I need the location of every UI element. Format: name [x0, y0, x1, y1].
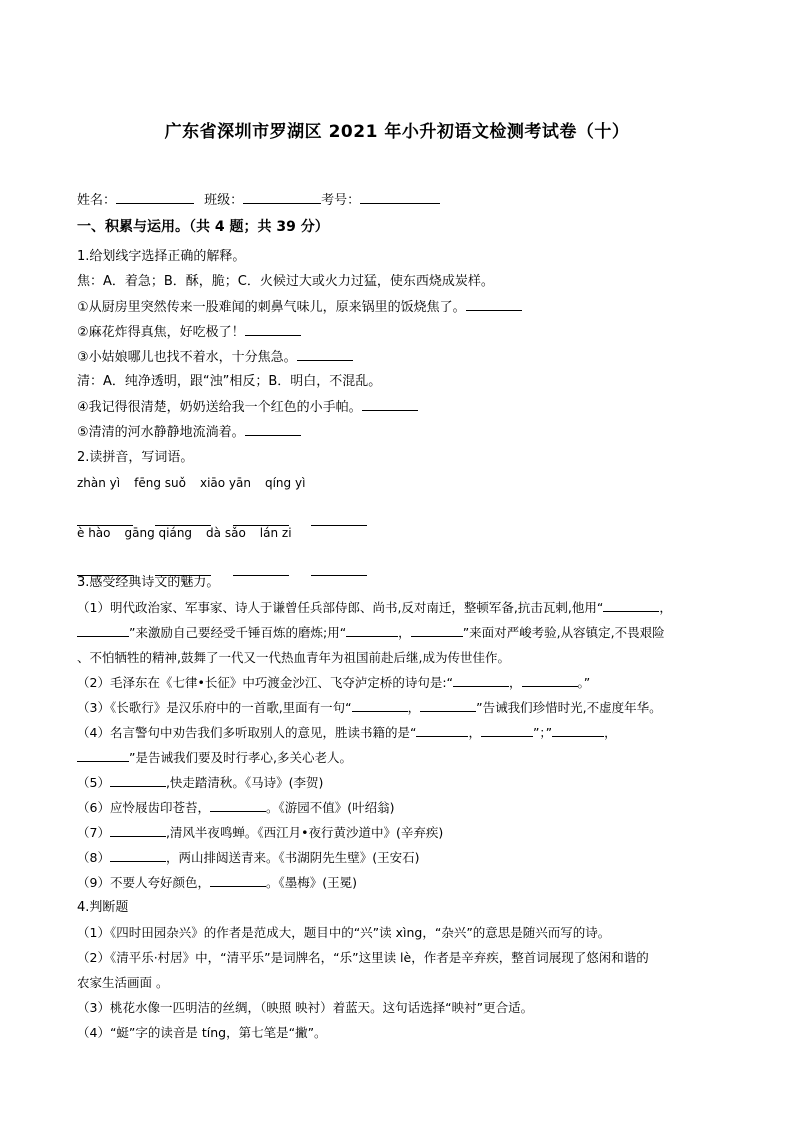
- exam-no-label: 考号：: [321, 193, 361, 208]
- q1-s3-text: ③小姑娘哪儿也找不着水，十分焦急。: [77, 350, 297, 365]
- pinyin-item: xiāo yān: [199, 476, 251, 490]
- answer-blank[interactable]: [311, 525, 367, 526]
- answer-blanks-row-2: [77, 561, 389, 563]
- answer-blank[interactable]: [110, 849, 166, 862]
- q3-heading: 3.感受经典诗文的魅力。: [77, 575, 220, 590]
- q3-text: ”来面对严峻考验,从容镇定,不畏艰险: [462, 625, 665, 640]
- answer-blank[interactable]: [210, 874, 266, 887]
- pinyin-item: è hào: [77, 526, 111, 540]
- pinyin-item: gāng qiáng: [124, 526, 193, 540]
- q3-text: （3）《长歌行》是汉乐府中的一首歌,里面有一句“: [77, 700, 352, 715]
- q1-jiao-definition: 焦：A．着急；B．酥，脆；C．火候过大或火力过猛，使东西烧成炭样。: [77, 274, 494, 289]
- pinyin-item: fēng suǒ: [134, 476, 186, 490]
- q1-heading: 1.给划线字选择正确的解释。: [77, 249, 246, 264]
- pinyin-row-1: [77, 476, 319, 490]
- exam-no-field[interactable]: [360, 191, 440, 204]
- q3-text: ,快走踏清秋。《马诗》(李贺): [165, 775, 324, 790]
- q3-text: 。《墨梅》(王冕): [265, 875, 357, 890]
- student-info-row: [77, 191, 440, 210]
- q4-judgement-2b: 农家生活画面 。: [77, 975, 169, 990]
- section-heading: 一、积累与运用。（共 4 题；共 39 分）: [77, 219, 329, 235]
- q3-number: （5）: [77, 775, 110, 790]
- q4-judgement-4: （4）“蜓”字的读音是 tíng，第七笔是“撇”。: [77, 1025, 327, 1040]
- answer-blank[interactable]: [297, 348, 353, 361]
- q3-text: （4）名言警句中劝告我们多听取别人的意见，胜读书籍的是“: [77, 725, 417, 740]
- q3-item-1a: （1）明代政治家、军事家、诗人于谦曾任兵部侍郎、尚书,反对南迁，整顿军备,抗击瓦剌,他用“ ，: [77, 600, 672, 615]
- answer-blank[interactable]: [245, 323, 301, 336]
- answer-blank[interactable]: [420, 699, 476, 712]
- answer-blank[interactable]: [416, 724, 468, 737]
- pinyin-row-2: [77, 526, 306, 540]
- pinyin-item: qíng yì: [264, 476, 306, 490]
- q3-text: ”来激励自己要经受千锤百炼的磨炼;用“: [129, 625, 347, 640]
- q4-judgement-1: （1）《四时田园杂兴》的作者是范成大，题目中的“兴”读 xìng，“杂兴”的意思是随兴而写的诗。: [77, 925, 611, 940]
- q3-text: 。《游园不值》(叶绍翁): [265, 800, 395, 815]
- q3-item-2: （2）毛泽东在《七律•长征》中巧渡金沙江、飞夺泸定桥的诗句是:“ ， 。”: [77, 675, 591, 690]
- q3-item-1c: 、不怕牺牲的精神,鼓舞了一代又一代热血青年为祖国前赴后继,成为传世佳作。: [77, 650, 510, 665]
- q1-sentence-1: [77, 298, 522, 317]
- answer-blank[interactable]: [411, 624, 463, 637]
- answer-blank[interactable]: [311, 575, 367, 576]
- answer-blank[interactable]: [346, 624, 398, 637]
- answer-blank[interactable]: [245, 423, 301, 436]
- answer-blank[interactable]: [210, 799, 266, 812]
- class-field[interactable]: [243, 191, 321, 204]
- q3-item-4a: （4）名言警句中劝告我们多听取别人的意见，胜读书籍的是“ ， ”；” ，: [77, 725, 617, 740]
- q3-number: （7）: [77, 825, 110, 840]
- answer-blank[interactable]: [522, 674, 578, 687]
- q3-text: （9）不要人夸好颜色，: [77, 875, 210, 890]
- pinyin-item: lán zi: [259, 526, 292, 540]
- q1-sentence-5: [77, 423, 301, 442]
- q3-item-5: [77, 774, 323, 792]
- q3-text: （2）毛泽东在《七律•长征》中巧渡金沙江、飞夺泸定桥的诗句是:“: [77, 675, 454, 690]
- answer-blank[interactable]: [77, 624, 129, 637]
- class-label: 班级：: [204, 193, 244, 208]
- answer-blank[interactable]: [552, 724, 604, 737]
- q3-text: ”是告诫我们要及时行孝心,多关心老人。: [129, 750, 352, 765]
- q1-sentence-3: [77, 348, 353, 367]
- q1-s5-text: ⑤清清的河水静静地流淌着。: [77, 425, 245, 440]
- answer-blank[interactable]: [481, 724, 533, 737]
- pinyin-item: zhàn yì: [77, 476, 121, 490]
- answer-blank[interactable]: [110, 824, 166, 837]
- pinyin-item: dà sǎo: [206, 526, 246, 540]
- q3-item-1b: ”来激励自己要经受千锤百炼的磨炼;用“ ， ”来面对严峻考验,从容镇定,不畏艰险: [77, 624, 665, 642]
- q3-text: ，两山排闼送青来。《书湖阴先生壁》(王安石): [165, 850, 420, 865]
- name-label: 姓名：: [77, 193, 117, 208]
- answer-blank[interactable]: [352, 699, 408, 712]
- answer-blank[interactable]: [603, 599, 659, 612]
- q3-item-3: （3）《长歌行》是汉乐府中的一首歌,里面有一句“ ， ”告诫我们珍惜时光,不虚度年华。: [77, 700, 662, 715]
- q2-heading: 2.读拼音，写词语。: [77, 450, 194, 465]
- q4-heading: 4.判断题: [77, 900, 129, 915]
- q1-s1-text: ①从厨房里突然传来一股难闻的刺鼻气味儿，原来锅里的饭烧焦了。: [77, 300, 466, 315]
- q3-number: （8）: [77, 850, 110, 865]
- q3-item-6: [77, 799, 394, 817]
- answer-blanks-row-1: [77, 511, 389, 513]
- page-title: 广东省深圳市罗湖区 2021 年小升初语文检测考试卷（十）: [164, 122, 630, 142]
- q1-s4-text: ④我记得很清楚，奶奶送给我一个红色的小手帕。: [77, 400, 362, 415]
- answer-blank[interactable]: [110, 774, 166, 787]
- q4-judgement-3: （3）桃花水像一匹明洁的丝绸，（映照 映衬）着蓝天。这句话选择“映衬”更合适。: [77, 1000, 534, 1015]
- q1-sentence-4: [77, 398, 418, 417]
- answer-blank[interactable]: [233, 575, 289, 576]
- answer-blank[interactable]: [453, 674, 509, 687]
- q1-sentence-2: [77, 323, 301, 342]
- answer-blank[interactable]: [77, 749, 129, 762]
- q3-text: （1）明代政治家、军事家、诗人于谦曾任兵部侍郎、尚书,反对南迁，整顿军备,抗击瓦剌,他用“: [77, 600, 604, 615]
- answer-blank[interactable]: [466, 298, 522, 311]
- answer-blank[interactable]: [362, 398, 418, 411]
- q3-text: （6）应怜屐齿印苍苔，: [77, 800, 210, 815]
- q3-item-4b: [77, 749, 352, 767]
- q3-item-8: [77, 849, 419, 867]
- q1-qing-definition: 清：A．纯净透明，跟“浊”相反；B．明白，不混乱。: [77, 374, 382, 389]
- q3-text: ,清风半夜鸣蝉。《西江月•夜行黄沙道中》(辛弃疾): [165, 825, 444, 840]
- name-field[interactable]: [116, 191, 194, 204]
- q1-s2-text: ②麻花炸得真焦，好吃极了！: [77, 325, 245, 340]
- q3-item-7: [77, 824, 443, 842]
- q3-text: ”告诫我们珍惜时光,不虚度年华。: [476, 700, 662, 715]
- q3-item-9: [77, 874, 357, 892]
- q4-judgement-2a: （2）《清平乐·村居》中，“清平乐”是词牌名，“乐”这里读 lè，作者是辛弃疾，整首词展现了悠闲和谐的: [77, 950, 649, 965]
